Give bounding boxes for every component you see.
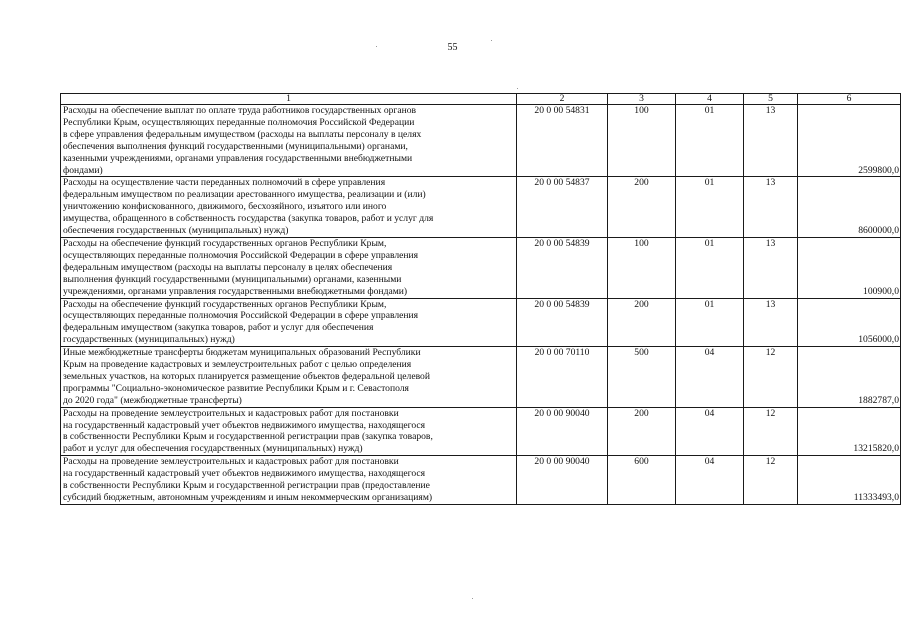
description-line: Крым на проведение кадастровых и землеустроительных работ с целью определения <box>63 359 412 371</box>
description-line: Расходы на обеспечение выплат по оплате труда работников государственных органов <box>63 105 417 116</box>
scan-speck <box>472 598 473 599</box>
section-cell: 04 <box>676 407 744 456</box>
description-line: обеспечения государственных (муниципальных) нужд) <box>63 225 289 237</box>
amount-cell: 100900,0 <box>798 237 901 298</box>
subsection-cell: 13 <box>744 237 798 298</box>
header-row <box>61 94 901 105</box>
target-code-cell: 20 0 00 70110 <box>517 347 608 408</box>
description-line: Расходы на обеспечение функций государственных органов Республики Крым, <box>63 298 387 310</box>
description-line: земельных участков, на которых планируется размещение объектов федеральной целевой <box>63 370 430 382</box>
description-line: федеральным имуществом по реализации арестованного имущества, реализации и (или) <box>63 189 426 201</box>
column-header: 5 <box>744 94 798 105</box>
table-row <box>61 105 901 177</box>
amount-cell: 11333493,0 <box>798 456 901 505</box>
table-row <box>61 237 901 298</box>
expense-type-cell: 600 <box>608 456 676 505</box>
description-line: осуществляющих переданные полномочия Российской Федерации в сфере управления <box>63 310 419 322</box>
description-line: казенными учреждениями, органами управления государственными внебюджетными <box>63 152 413 164</box>
subsection-cell: 12 <box>744 456 798 505</box>
target-code-cell: 20 0 00 54831 <box>517 105 608 177</box>
subsection-cell: 13 <box>744 105 798 177</box>
scan-speck <box>376 46 377 47</box>
subsection-cell: 13 <box>744 177 798 238</box>
row-description <box>61 456 517 505</box>
target-code-cell: 20 0 00 54839 <box>517 298 608 347</box>
description-line: на государственный кадастровый учет объектов недвижимого имущества, находящегося <box>63 419 426 431</box>
description-line: осуществляющих переданные полномочия Российской Федерации в сфере управления <box>63 249 419 261</box>
description-line: в сфере управления федеральным имуществом (расходы на выплаты персоналу в целях <box>63 128 422 140</box>
row-description <box>61 237 517 298</box>
description-line: субсидий бюджетным, автономным учреждениям и иным некоммерческим организациям) <box>63 492 433 503</box>
amount-cell: 1882787,0 <box>798 347 901 408</box>
section-cell: 04 <box>676 456 744 505</box>
description-line: имущества, обращенного в собственность государства (закупка товаров, работ и услуг для <box>63 213 434 225</box>
target-code-cell: 20 0 00 90040 <box>517 456 608 505</box>
expense-type-cell: 200 <box>608 407 676 456</box>
scan-speck <box>491 40 492 41</box>
description-line: Республики Крым, осуществляющих переданные полномочия Российской Федерации <box>63 116 415 128</box>
expense-type-cell: 200 <box>608 298 676 347</box>
description-line: Расходы на осуществление части переданных полномочий в сфере управления <box>63 177 386 189</box>
description-line: учреждениями, органами управления государственными внебюджетными фондами) <box>63 285 408 297</box>
row-description <box>61 105 517 177</box>
scan-speck <box>517 88 518 89</box>
amount-cell: 2599800,0 <box>798 105 901 177</box>
amount-cell: 8600000,0 <box>798 177 901 238</box>
section-cell: 04 <box>676 347 744 408</box>
table-row <box>61 456 901 505</box>
description-line: программы "Социально-экономическое развитие Республики Крым и г. Севастополя <box>63 382 409 394</box>
description-line: федеральным имуществом (закупка товаров, работ и услуг для обеспечения <box>63 322 374 334</box>
section-cell: 01 <box>676 177 744 238</box>
row-description <box>61 298 517 347</box>
expense-type-cell: 500 <box>608 347 676 408</box>
description-line: Расходы на проведение землеустроительных и кадастровых работ для постановки <box>63 407 399 419</box>
description-line: государственных (муниципальных) нужд) <box>63 334 235 346</box>
target-code-cell: 20 0 00 90040 <box>517 407 608 456</box>
table-row <box>61 347 901 408</box>
expense-type-cell: 100 <box>608 105 676 177</box>
expense-type-cell: 200 <box>608 177 676 238</box>
description-line: обеспечения выполнения функций государственными (муниципальными) органами, <box>63 140 408 152</box>
description-line: работ и услуг для обеспечения государственных (муниципальных) нужд) <box>63 443 363 455</box>
table-row <box>61 177 901 238</box>
description-line: Расходы на обеспечение функций государственных органов Республики Крым, <box>63 237 387 249</box>
table-row <box>61 298 901 347</box>
amount-cell: 1056000,0 <box>798 298 901 347</box>
target-code-cell: 20 0 00 54837 <box>517 177 608 238</box>
description-line: Иные межбюджетные трансферты бюджетам муниципальных образований Республики <box>63 347 421 359</box>
description-line: выполнения функций государственными (муниципальными) органами, казенными <box>63 273 402 285</box>
amount-cell: 13215820,0 <box>798 407 901 456</box>
row-description <box>61 407 517 456</box>
description-line: федеральным имуществом (расходы на выплаты персоналу в целях обеспечения <box>63 261 393 273</box>
row-description <box>61 177 517 238</box>
column-header: 1 <box>61 94 517 105</box>
target-code-cell: 20 0 00 54839 <box>517 237 608 298</box>
column-header: 2 <box>517 94 608 105</box>
description-line: фондами) <box>63 164 103 176</box>
description-line: уничтожению конфискованного, движимого, бесхозяйного, изъятого или иного <box>63 201 387 213</box>
description-line: до 2020 года" (межбюджетные трансферты) <box>63 394 242 406</box>
section-cell: 01 <box>676 105 744 177</box>
section-cell: 01 <box>676 237 744 298</box>
section-cell: 01 <box>676 298 744 347</box>
column-header: 4 <box>676 94 744 105</box>
description-line: на государственный кадастровый учет объектов недвижимого имущества, находящегося <box>63 468 426 480</box>
column-header: 6 <box>798 94 901 105</box>
column-header: 3 <box>608 94 676 105</box>
table-row <box>61 407 901 456</box>
page-number: 55 <box>447 42 458 53</box>
budget-table <box>60 93 901 505</box>
row-description <box>61 347 517 408</box>
description-line: в собственности Республики Крым и государственной регистрации прав (предоставление <box>63 480 430 492</box>
expense-type-cell: 100 <box>608 237 676 298</box>
subsection-cell: 12 <box>744 347 798 408</box>
subsection-cell: 12 <box>744 407 798 456</box>
description-line: в собственности Республики Крым и государственной регистрации прав (закупка товаров, <box>63 431 433 443</box>
description-line: Расходы на проведение землеустроительных и кадастровых работ для постановки <box>63 456 399 468</box>
subsection-cell: 13 <box>744 298 798 347</box>
